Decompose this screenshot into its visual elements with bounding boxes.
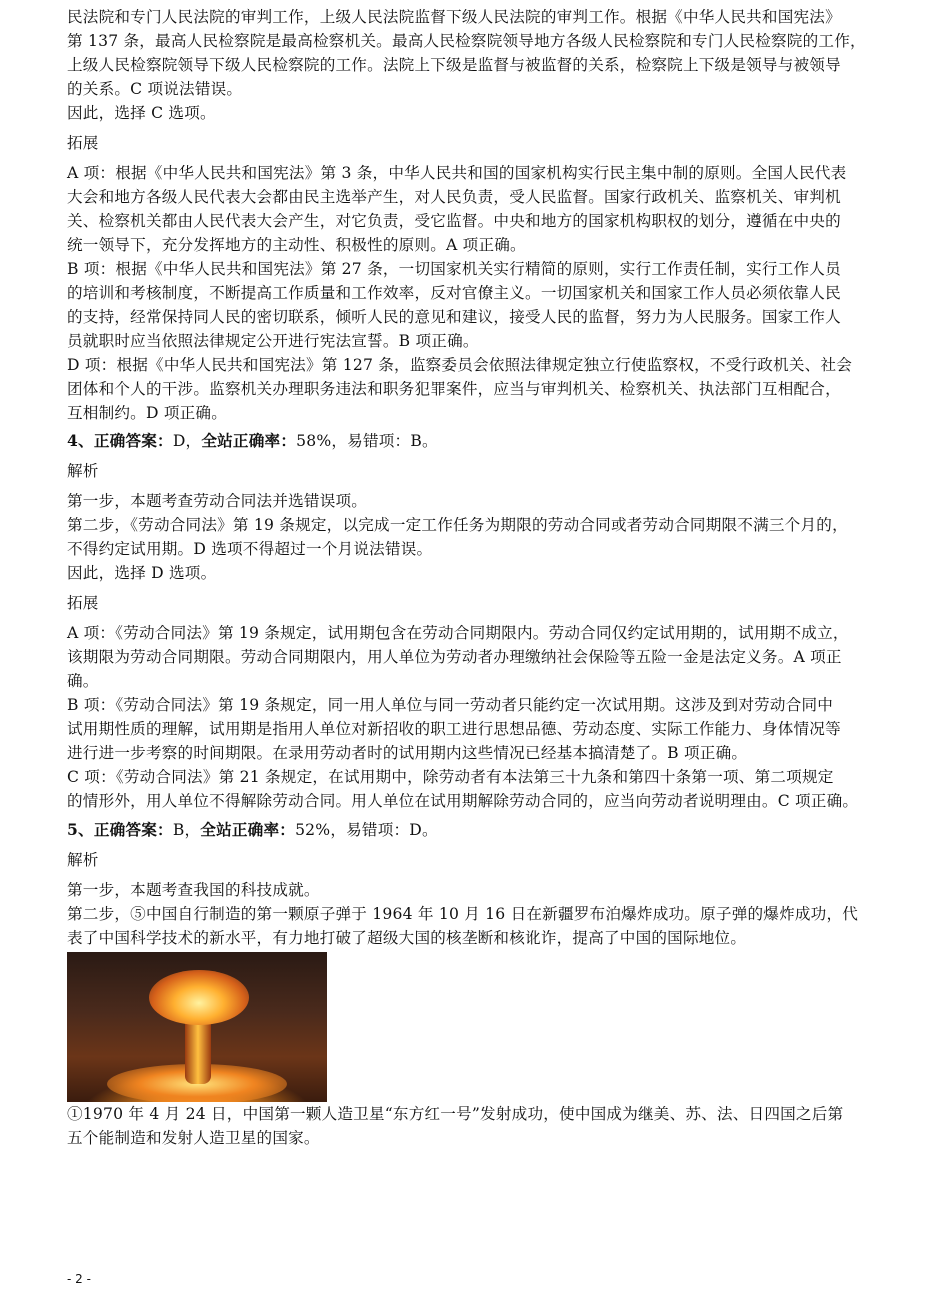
text-line: 的培训和考核制度，不断提高工作质量和工作效率，反对官僚主义。一切国家机关和国家工作人员必须依靠人民 <box>67 284 841 302</box>
text-line: 的情形外，用人单位不得解除劳动合同。用人单位在试用期解除劳动合同的，应当向劳动者说明理由。C 项正确。 <box>67 792 859 810</box>
text-line: A 项：根据《中华人民共和国宪法》第 3 条，中华人民共和国的国家机构实行民主集中制的原则。全国人民代表 <box>67 164 847 182</box>
conclusion: 因此，选择 C 选项。 <box>67 104 216 122</box>
text-line: 进行进一步考察的时间期限。在录用劳动者时的试用期内这些情况已经基本搞清楚了。B 项正确。 <box>67 744 748 762</box>
rate-value: 58%，易错项：B。 <box>296 432 438 450</box>
text-line: ①1970 年 4 月 24 日，中国第一颗人造卫星“东方红一号”发射成功，使中国成为继美、苏、法、日四国之后第 <box>67 1105 844 1123</box>
text-line: 确。 <box>67 672 99 690</box>
option-b-paragraph <box>67 257 897 353</box>
analysis-heading: 解析 <box>67 851 99 869</box>
option-c-paragraph <box>67 765 897 813</box>
extend-heading: 拓展 <box>67 134 99 152</box>
option-a-paragraph <box>67 161 897 257</box>
text-line: 的支持，经常保持同人民的密切联系，倾听人民的意见和建议，接受人民的监督，努力为人民服务。国家工作人 <box>67 308 841 326</box>
question-4-answer-heading <box>67 429 897 453</box>
question-number: 5、 <box>67 820 94 839</box>
text-line: 该期限为劳动合同期限。劳动合同期限内，用人单位为劳动者办理缴纳社会保险等五险一金是法定义务。A 项正 <box>67 648 842 666</box>
option-d-paragraph <box>67 353 897 425</box>
step-one: 第一步，本题考查劳动合同法并选错误项。 <box>67 492 368 510</box>
text-line: C 项：《劳动合同法》第 21 条规定，在试用期中，除劳动者有本法第三十九条和第四十条第一项、第二项规定 <box>67 768 834 786</box>
text-line: 第二步，⑤中国自行制造的第一颗原子弹于 1964 年 10 月 16 日在新疆罗布泊爆炸成功。原子弹的爆炸成功，代 <box>67 905 859 923</box>
step-one: 第一步，本题考查我国的科技成就。 <box>67 881 320 899</box>
text-line: 统一领导下，充分发挥地方的主动性、积极性的原则。A 项正确。 <box>67 236 526 254</box>
text-line: 民法院和专门人民法院的审判工作，上级人民法院监督下级人民法院的审判工作。根据《中华人民共和国宪法》 <box>67 8 841 26</box>
extend-heading: 拓展 <box>67 594 99 612</box>
text-line: D 项：根据《中华人民共和国宪法》第 127 条，监察委员会依照法律规定独立行使监察权，不受行政机关、社会 <box>67 356 853 374</box>
answer-label: 正确答案： <box>93 820 173 839</box>
answer-value: D， <box>172 432 202 450</box>
text-line: 上级人民检察院领导下级人民检察院的工作。法院上下级是监督与被监督的关系，检察院上下级是领导与被领导 <box>67 56 841 74</box>
text-line: B 项：根据《中华人民共和国宪法》第 27 条，一切国家机关实行精简的原则，实行工作责任制，实行工作人员 <box>67 260 841 278</box>
question-5-answer-heading <box>67 818 897 842</box>
text-line: B 项：《劳动合同法》第 19 条规定，同一用人单位与同一劳动者只能约定一次试用期。这涉及到对劳动合同中 <box>67 696 834 714</box>
answer-label: 正确答案： <box>93 431 173 450</box>
answer-value: B， <box>172 821 201 839</box>
page-number: - 2 - <box>67 1272 91 1286</box>
option-b-paragraph <box>67 693 897 765</box>
text-line: 的关系。C 项说法错误。 <box>67 80 243 98</box>
paragraph-block1 <box>67 5 897 101</box>
atomic-bomb-mushroom-cloud-photo <box>67 952 327 1102</box>
question-number: 4、 <box>67 431 94 450</box>
text-line: 表了中国科学技术的新水平，有力地打破了超级大国的核垄断和核讹诈，提高了中国的国际地位。 <box>67 929 747 947</box>
option-a-paragraph <box>67 621 897 693</box>
rate-label: 全站正确率： <box>200 820 296 839</box>
text-line: 试用期性质的理解，试用期是指用人单位对新招收的职工进行思想品德、劳动态度、实际工作能力、身体情况等 <box>67 720 841 738</box>
text-line: 员就职时应当依照法律规定公开进行宪法宣誓。B 项正确。 <box>67 332 479 350</box>
conclusion: 因此，选择 D 选项。 <box>67 564 217 582</box>
text-line: A 项：《劳动合同法》第 19 条规定，试用期包含在劳动合同期限内。劳动合同仅约定试用期的，试用期不成立， <box>67 624 849 642</box>
analysis-heading: 解析 <box>67 462 99 480</box>
rate-label: 全站正确率： <box>201 431 297 450</box>
text-line: 互相制约。D 项正确。 <box>67 404 228 422</box>
text-line: 关、检察机关都由人民代表大会产生，对它负责，受它监督。中央和地方的国家机构职权的划分，遵循在中央的 <box>67 212 841 230</box>
document-page <box>67 5 897 1150</box>
text-line: 第 137 条，最高人民检察院是最高检察机关。最高人民检察院领导地方各级人民检察院和专门人民检察院的工作， <box>67 32 866 50</box>
rate-value: 52%，易错项：D。 <box>295 821 438 839</box>
text-line: 团体和个人的干涉。监察机关办理职务违法和职务犯罪案件，应当与审判机关、检察机关、执法部门互相配合， <box>67 380 841 398</box>
text-line: 五个能制造和发射人造卫星的国家。 <box>67 1129 320 1147</box>
text-line: 大会和地方各级人民代表大会都由民主选举产生，对人民负责，受人民监督。国家行政机关、监察机关、审判机 <box>67 188 841 206</box>
text-line: 第二步，《劳动合同法》第 19 条规定，以完成一定工作任务为期限的劳动合同或者劳动合同期限不满三个月的， <box>67 516 848 534</box>
photo-cloud-cap <box>149 970 249 1025</box>
text-line: 不得约定试用期。D 选项不得超过一个月说法错误。 <box>67 540 433 558</box>
